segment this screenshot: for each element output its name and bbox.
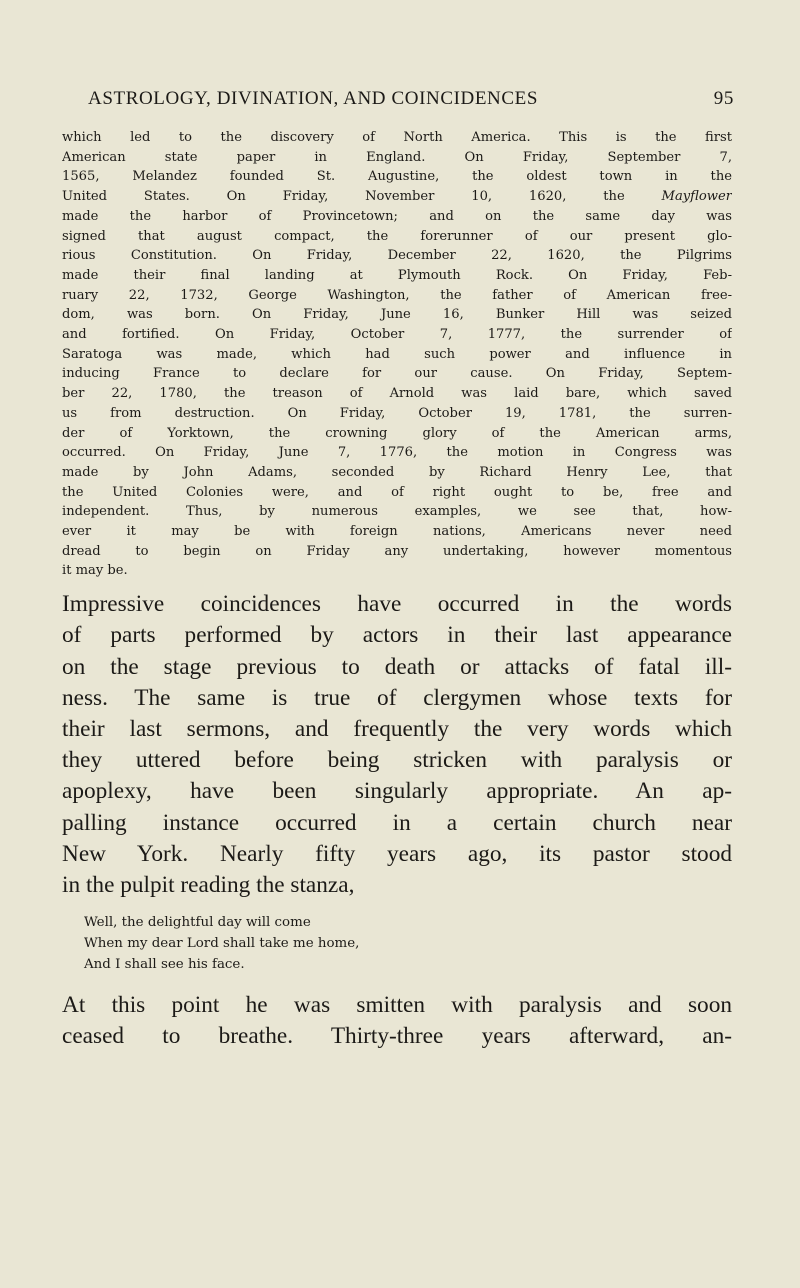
text-line: 1565, Melandez founded St. Augustine, the oldest town in the	[62, 169, 732, 185]
running-title: ASTROLOGY, DIVINATION, AND COINCIDENCES	[88, 88, 539, 109]
text-line: their last sermons, and frequently the very words which	[62, 715, 732, 742]
text-line: palling instance occurred in a certain church near	[62, 809, 732, 836]
text-line: ness. The same is true of clergymen whose texts for	[62, 684, 732, 711]
text-line: dread to begin on Friday any undertaking, however momentous	[62, 543, 732, 559]
text-line: which led to the discovery of North America. This is the first	[62, 130, 732, 145]
text-line: der of Yorktown, the crowning glory of the American arms,	[62, 425, 732, 441]
text-line: ever it may be with foreign nations, Americans never need	[62, 524, 732, 540]
text-line: ceased to breathe. Thirty-three years afterward, an-	[62, 1022, 732, 1049]
text-line: us from destruction. On Friday, October 19, 1781, the surren-	[62, 405, 732, 421]
text-line: Impressive coincidences have occurred in the words	[62, 591, 732, 618]
text-line: it may be.	[62, 563, 128, 579]
text-line: apoplexy, have been singularly appropriate. An ap-	[62, 778, 732, 805]
text-line: occurred. On Friday, June 7, 1776, the motion in Congress was	[62, 445, 732, 461]
text-line: inducing France to declare for our cause. On Friday, Septem-	[62, 366, 732, 382]
text-line: on the stage previous to death or attacks of fatal ill-	[62, 653, 732, 680]
text-line: ber 22, 1780, the treason of Arnold was laid bare, which saved	[62, 386, 732, 402]
text-line: they uttered before being stricken with paralysis or	[62, 747, 732, 774]
text-fragment: United States. On Friday, November 10, 1620, the	[62, 189, 662, 205]
verse-line: When my dear Lord shall take me home,	[84, 936, 360, 951]
text-line: dom, was born. On Friday, June 16, Bunker Hill was seized	[62, 307, 732, 323]
verse-line: And I shall see his face.	[84, 956, 245, 972]
paragraph-paralysis	[62, 990, 732, 1052]
page-number: 95	[713, 88, 734, 109]
verse-line: Well, the delightful day will come	[84, 915, 311, 931]
text-line: signed that august compact, the forerunner of our present glo-	[62, 228, 732, 244]
text-line: rious Constitution. On Friday, December 22, 1620, the Pilgrims	[62, 248, 732, 264]
ship-name: Mayflower	[661, 189, 732, 205]
text-line: made their final landing at Plymouth Rock. On Friday, Feb-	[62, 267, 732, 283]
text-line	[62, 187, 732, 207]
running-head	[88, 88, 732, 110]
text-line: the United Colonies were, and of right ought to be, free and	[62, 484, 732, 500]
text-line: and fortified. On Friday, October 7, 1777, the surrender of	[62, 327, 732, 343]
text-line: ruary 22, 1732, George Washington, the father of American free-	[62, 287, 732, 303]
text-line: independent. Thus, by numerous examples, we see that, how-	[62, 504, 732, 520]
text-line: American state paper in England. On Friday, September 7,	[62, 149, 732, 165]
hymn-stanza	[84, 913, 732, 975]
text-line: made the harbor of Provincetown; and on the same day was	[62, 208, 732, 224]
text-line: New York. Nearly fifty years ago, its pastor stood	[62, 840, 732, 867]
text-line: in the pulpit reading the stanza,	[62, 872, 355, 898]
book-page	[62, 88, 732, 1052]
paragraph-friday-events	[62, 128, 732, 581]
text-line: made by John Adams, seconded by Richard Henry Lee, that	[62, 464, 732, 480]
text-line: Saratoga was made, which had such power and influence in	[62, 346, 732, 362]
text-line: At this point he was smitten with paralysis and soon	[62, 991, 732, 1018]
paragraph-coincidences	[62, 589, 732, 901]
text-line: of parts performed by actors in their last appearance	[62, 622, 732, 649]
